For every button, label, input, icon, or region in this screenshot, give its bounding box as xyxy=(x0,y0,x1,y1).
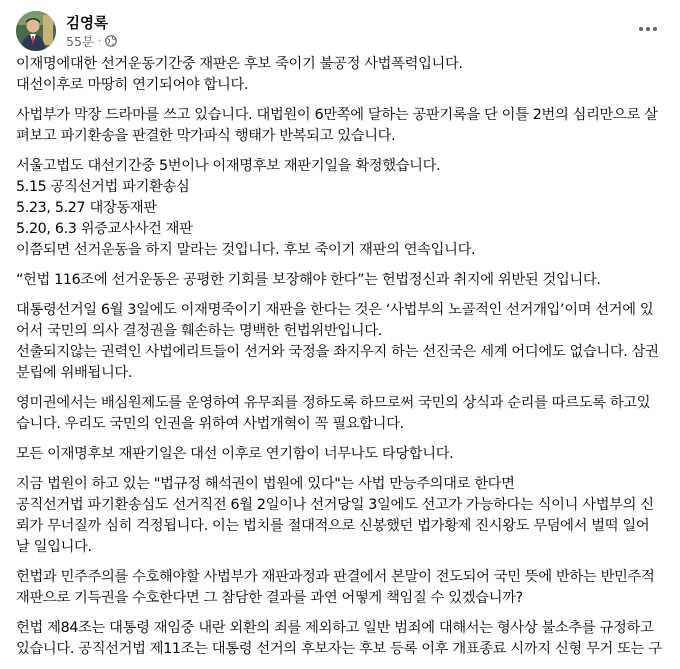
post-line: 날 일입니다. xyxy=(16,539,92,555)
post-header xyxy=(16,11,664,51)
post-line: 사법부가 막장 드라마를 쓰고 있습니다. 대법원이 6만쪽에 달하는 공판기록을 단 이틀 2번의 심리만으로 살 xyxy=(16,107,658,123)
post-line: “헌법 116조에 선거운동은 공평한 기회를 보장해야 한다”는 헌법정신과 취지에 위반된 것입니다. xyxy=(16,272,601,288)
post-line: 대통령선거일 6월 3일에도 이재명죽이기 재판을 한다는 것은 ‘사법부의 노골적인 선거개입’이며 선거에 있 xyxy=(16,302,654,318)
meta-separator: · xyxy=(97,35,102,47)
post-line: 공직선거법 파기환송심도 선거직전 6월 2일이나 선거당일 3일에도 선고가 가능하다는 식이니 사법부의 신 xyxy=(16,497,654,513)
post-line: 뢰가 무너질까 심히 걱정됩니다. 이는 법치를 절대적으로 신봉했던 법가황제 진시왕도 무덤에서 벌떡 일어 xyxy=(16,518,650,534)
globe-icon xyxy=(105,35,117,47)
post-line: 5.15 공직선거법 파기환송심 xyxy=(16,179,190,195)
post-paragraph xyxy=(16,54,666,96)
post-line: 영미권에서는 배심원제도를 운영하여 유무죄를 정하도록 하므로써 국민의 상식과 순리를 따르도록 하고있 xyxy=(16,395,651,411)
post-paragraph xyxy=(16,474,666,558)
post-line: 어서 국민의 의사 결정권을 훼손하는 명백한 헌법위반입니다. xyxy=(16,323,382,339)
post-line: 모든 이재명후보 재판기일은 대선 이후로 연기함이 너무나도 타당합니다. xyxy=(16,446,454,462)
post-line: 습니다. 우리도 국민의 인권을 위하여 사법개혁이 꼭 필요합니다. xyxy=(16,416,404,432)
post-body xyxy=(16,54,666,669)
post-line: 서울고법도 대선기간중 5번이나 이재명후보 재판기일을 확정했습니다. xyxy=(16,158,441,174)
post-line: 5.20, 6.3 위증교사사건 재판 xyxy=(16,221,193,237)
post-line: 지금 법원이 하고 있는 "법규정 해석권이 법원에 있다"는 사법 만능주의대로 한다면 xyxy=(16,476,515,492)
post-meta xyxy=(66,32,117,50)
post-paragraph xyxy=(16,300,666,384)
post-timestamp[interactable]: 55분 xyxy=(66,34,94,49)
post-paragraph xyxy=(16,156,666,261)
post-line: 이쯤되면 선거운동을 하지 말라는 것입니다. 후보 죽이기 재판의 연속입니다. xyxy=(16,242,476,258)
avatar-image xyxy=(16,11,56,51)
post-line: 재판으로 기득권을 수호한다면 그 참담한 결과를 과연 어떻게 책임질 수 있겠습니까? xyxy=(16,590,523,606)
post-paragraph xyxy=(16,393,666,435)
post-line: 선출되지않는 권력인 사법에리트들이 선거와 국정을 좌지우지 하는 선진국은 세계 어디에도 없습니다. 삼권 xyxy=(16,344,659,360)
author-name[interactable]: 김영록 xyxy=(66,16,109,32)
post-paragraph xyxy=(16,270,666,291)
post-line: 5.23, 5.27 대장동재판 xyxy=(16,200,157,216)
post-line: 있습니다. 공직선거법 제11조는 대통령 선거의 후보자는 후보 등록 이후 개표종료 시까지 신형 무거 또는 구 xyxy=(16,641,662,657)
post-paragraph xyxy=(16,567,666,609)
post-line: 헌법과 민주주의를 수호해야할 사법부가 재판과정과 판결에서 본말이 전도되어 국민 뜻에 반하는 반민주적 xyxy=(16,569,655,585)
more-options-icon[interactable] xyxy=(632,15,664,43)
post-line: 헌법 제84조는 대통령 재임중 내란 외환의 죄를 제외하고 일반 범죄에 대해서는 형사상 불소추를 규정하고 xyxy=(16,620,654,636)
post-line: 펴보고 파기환송을 판결한 막가파식 행태가 반복되고 있습니다. xyxy=(16,128,396,144)
avatar[interactable] xyxy=(16,11,56,51)
post-line: 분립에 위배됩니다. xyxy=(16,365,133,381)
post-paragraph xyxy=(16,444,666,465)
post-paragraph xyxy=(16,105,666,147)
post-line: 이재명에대한 선거운동기간중 재판은 후보 죽이기 불공정 사법폭력입니다. xyxy=(16,56,463,72)
post-paragraph xyxy=(16,618,666,660)
post-line: 대선이후로 마땅히 연기되어야 합니다. xyxy=(16,77,249,93)
